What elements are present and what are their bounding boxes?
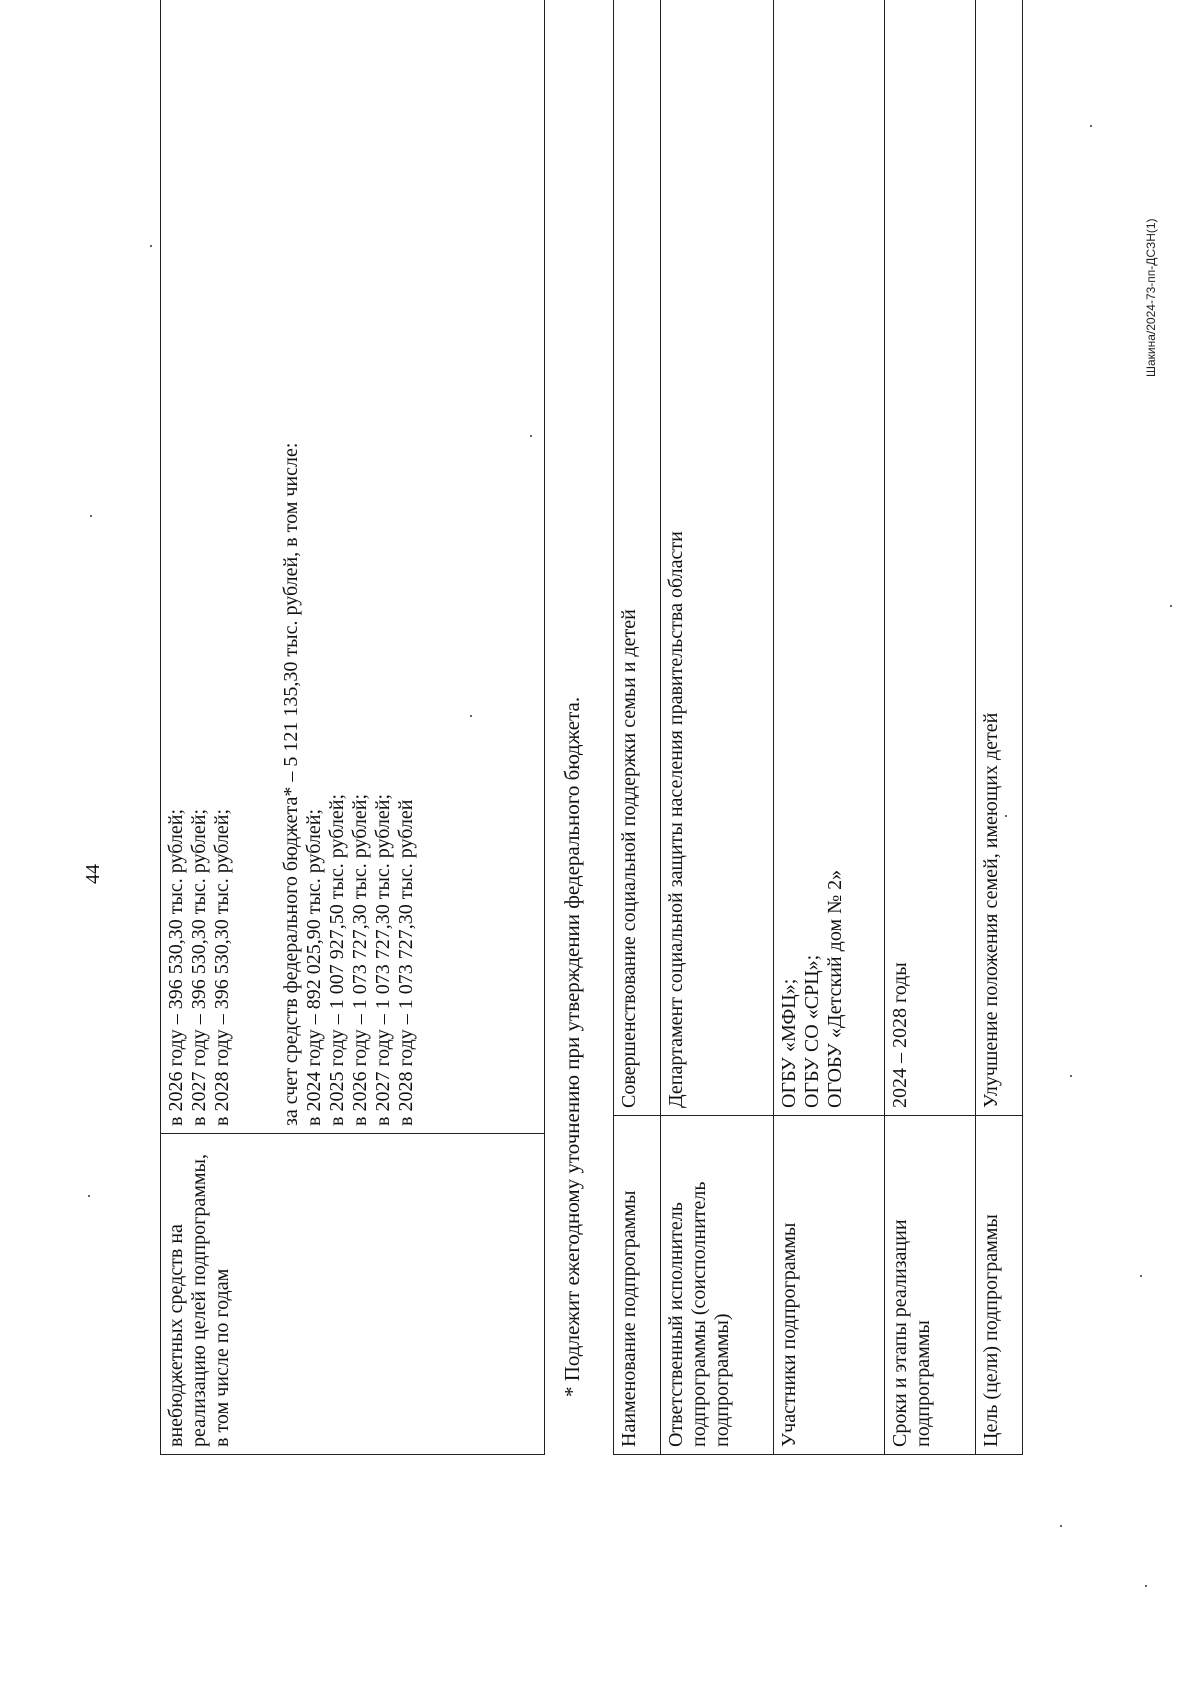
page-number: 44: [82, 864, 104, 884]
scan-speck: [1145, 1585, 1147, 1587]
table-row: [885, 0, 976, 1455]
row-label-cell: [614, 1116, 661, 1455]
row-label-line: подпрограммы: [912, 1320, 934, 1447]
funding-label-line: внебюджетных средств на: [165, 1224, 187, 1447]
funding-table: [160, 0, 545, 1455]
table-row: [661, 0, 774, 1455]
row-label-line: Ответственный исполнитель: [665, 1202, 687, 1447]
scan-speck: [1090, 125, 1092, 127]
value-gap: [234, 0, 280, 1126]
row-label-line: подпрограммы): [711, 1313, 733, 1447]
footnote: * Подлежит ежегодному уточнению при утверждении федерального бюджета.: [560, 696, 584, 1397]
row-label-line: Цель (цели) подпрограммы: [980, 1214, 1002, 1447]
row-value-cell: [661, 0, 774, 1116]
row-value-cell: [774, 0, 885, 1116]
row-value-line: 2024 – 2028 годы: [889, 962, 911, 1108]
scan-speck: [1140, 1275, 1142, 1277]
row-value-line: Улучшение положения семей, имеющих детей: [980, 712, 1002, 1108]
scan-speck: [88, 1195, 90, 1197]
row-value-line: ОГБУ «МФЦ»;: [778, 978, 800, 1108]
scan-speck: [1005, 815, 1007, 817]
row-value-cell: [976, 0, 1023, 1116]
funding-value-cell: [161, 0, 545, 1134]
scan-speck: [90, 515, 92, 517]
row-value-cell: [614, 0, 661, 1116]
table-row: [774, 0, 885, 1455]
funding-value-line: в 2026 году – 1 073 727,30 тыс. рублей;: [349, 793, 371, 1126]
funding-value-line: в 2025 году – 1 007 927,50 тыс. рублей;: [326, 793, 348, 1126]
federal-budget-total: за счет средств федерального бюджета* – 5 121 135,30 тыс. рублей, в том числе:: [280, 442, 302, 1126]
row-label-cell: [661, 1116, 774, 1455]
table-row: [976, 0, 1023, 1455]
funding-value-line: в 2026 году – 396 530,30 тыс. рублей;: [165, 808, 187, 1126]
row-value-line: ОГБУ СО «СРЦ»;: [801, 954, 823, 1108]
row-value-line: Департамент социальной защиты населения правительства области: [665, 531, 687, 1108]
funding-value-line: в 2027 году – 1 073 727,30 тыс. рублей;: [372, 793, 394, 1126]
row-label-line: подпрограммы (соисполнитель: [688, 1181, 710, 1447]
row-label-cell: [976, 1116, 1023, 1455]
funding-value-line: в 2028 году – 396 530,30 тыс. рублей;: [211, 808, 233, 1126]
row-label-cell: [885, 1116, 976, 1455]
passport-table: [613, 0, 1023, 1455]
scan-speck: [1170, 605, 1172, 607]
row-value-line: ОГОБУ «Детский дом № 2»: [824, 869, 846, 1108]
scan-speck: [150, 245, 152, 247]
scan-speck: [470, 715, 472, 717]
funding-label-cell: [161, 1134, 545, 1455]
funding-label-line: реализацию целей подпрограммы,: [188, 1154, 210, 1447]
funding-value-line: в 2024 году – 892 025,90 тыс. рублей;: [303, 808, 325, 1126]
scan-speck: [1060, 1525, 1062, 1527]
funding-label-line: в том числе по годам: [211, 1268, 233, 1447]
funding-row: [161, 0, 545, 1455]
row-value-cell: [885, 0, 976, 1116]
table-row: [614, 0, 661, 1455]
document-code: Шакина/2024-73-пп-ДСЗН(1): [1144, 218, 1158, 377]
row-label-line: Наименование подпрограммы: [618, 1190, 640, 1447]
funding-value-line: в 2027 году – 396 530,30 тыс. рублей;: [188, 808, 210, 1126]
funding-value-line: в 2028 году – 1 073 727,30 тыс. рублей: [395, 799, 417, 1126]
scan-speck: [530, 435, 532, 437]
row-label-cell: [774, 1116, 885, 1455]
scan-speck: [1070, 1075, 1072, 1077]
row-label-line: Участники подпрограммы: [778, 1222, 800, 1447]
row-label-line: Сроки и этапы реализации: [889, 1219, 911, 1447]
row-value-line: Совершенствование социальной поддержки семьи и детей: [618, 609, 640, 1108]
